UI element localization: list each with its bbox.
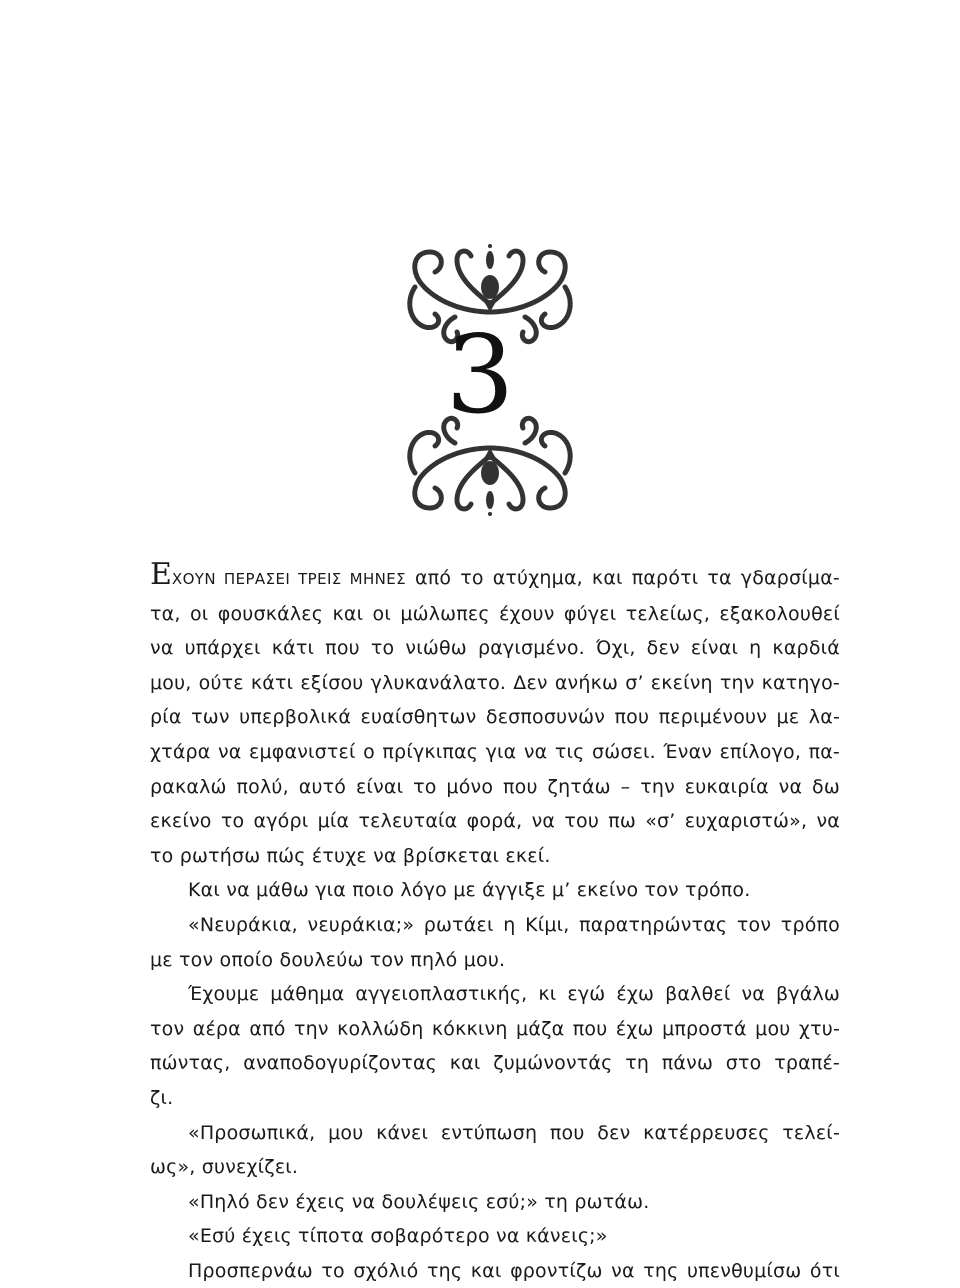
chapter-number: 3 [445, 313, 515, 438]
text-line: «Εσύ έχεις τίποτα σοβαρότερο να κάνεις;» [188, 1225, 608, 1248]
text-line: Έχουμε μάθημα αγγειοπλαστικής, κι εγώ έχω βαλθεί να βγάλω [188, 983, 840, 1006]
chapter-body [150, 558, 840, 1288]
text-line: το ρωτήσω πώς έτυχε να βρίσκεται εκεί. [150, 844, 551, 867]
text-line: ρία των υπερβολικά ευαίσθητων δεσποσυνών που περιμένουν με λα- [150, 706, 840, 729]
text-line: τα, οι φουσκάλες και οι μώλωπες έχουν φύγει τελείως, εξακολουθεί [150, 602, 840, 625]
opening-rest: από το ατύχημα, και παρότι τα γδαρσίμα- [406, 567, 840, 589]
text-line: εκείνο το αγόρι μία τελευταία φορά, να του πω «σ’ ευχαριστώ», να [150, 810, 840, 833]
text-line: Και να μάθω για ποιο λόγο με άγγιξε μ’ εκείνο τον τρόπο. [188, 879, 751, 902]
opening-small-caps: ΧΟΥΝ ΠΕΡΑΣΕΙ ΤΡΕΙΣ ΜΗΝΕΣ [171, 570, 407, 588]
text-line: ως», συνεχίζει. [150, 1156, 299, 1179]
text-line: πώντας, αναποδογυρίζοντας και ζυμώνοντάς τη πάνω στο τραπέ- [150, 1052, 840, 1075]
text-line: «Νευράκια, νευράκια;» ρωτάει η Κίμι, παρατηρώντας τον τρόπο [188, 913, 840, 936]
text-line: μου, ούτε κάτι εξίσου γλυκανάλατο. Δεν ανήκω σ’ εκείνη την κατηγο- [150, 671, 840, 694]
text-line: ρακαλώ πολύ, αυτό είναι το μόνο που ζητάω – την ευκαιρία να δω [150, 775, 840, 798]
text-line: τον αέρα από την κολλώδη κόκκινη μάζα που έχω μπροστά μου χτυ- [150, 1017, 840, 1040]
opening-line [150, 558, 840, 597]
text-line: «Πηλό δεν έχεις να δουλέψεις εσύ;» τη ρωτάω. [188, 1190, 650, 1213]
text-line: με τον οποίο δουλεύω τον πηλό μου. [150, 948, 506, 971]
text-line: ζι. [150, 1086, 174, 1109]
text-line: να υπάρχει κάτι που το νιώθω ραγισμένο. Όχι, δεν είναι η καρδιά [150, 637, 840, 660]
text-line: «Προσωπικά, μου κάνει εντύπωση που δεν κατέρρευσες τελεί- [188, 1121, 840, 1144]
bottom-ornament [395, 398, 585, 518]
text-line: Προσπερνάω το σχόλιό της και φροντίζω να της υπενθυμίσω ότι [188, 1259, 840, 1282]
drop-cap: Ε [150, 557, 172, 592]
text-line: χτάρα να εμφανιστεί ο πρίγκιπας για να τις σώσει. Έναν επίλογο, πα- [150, 740, 840, 763]
